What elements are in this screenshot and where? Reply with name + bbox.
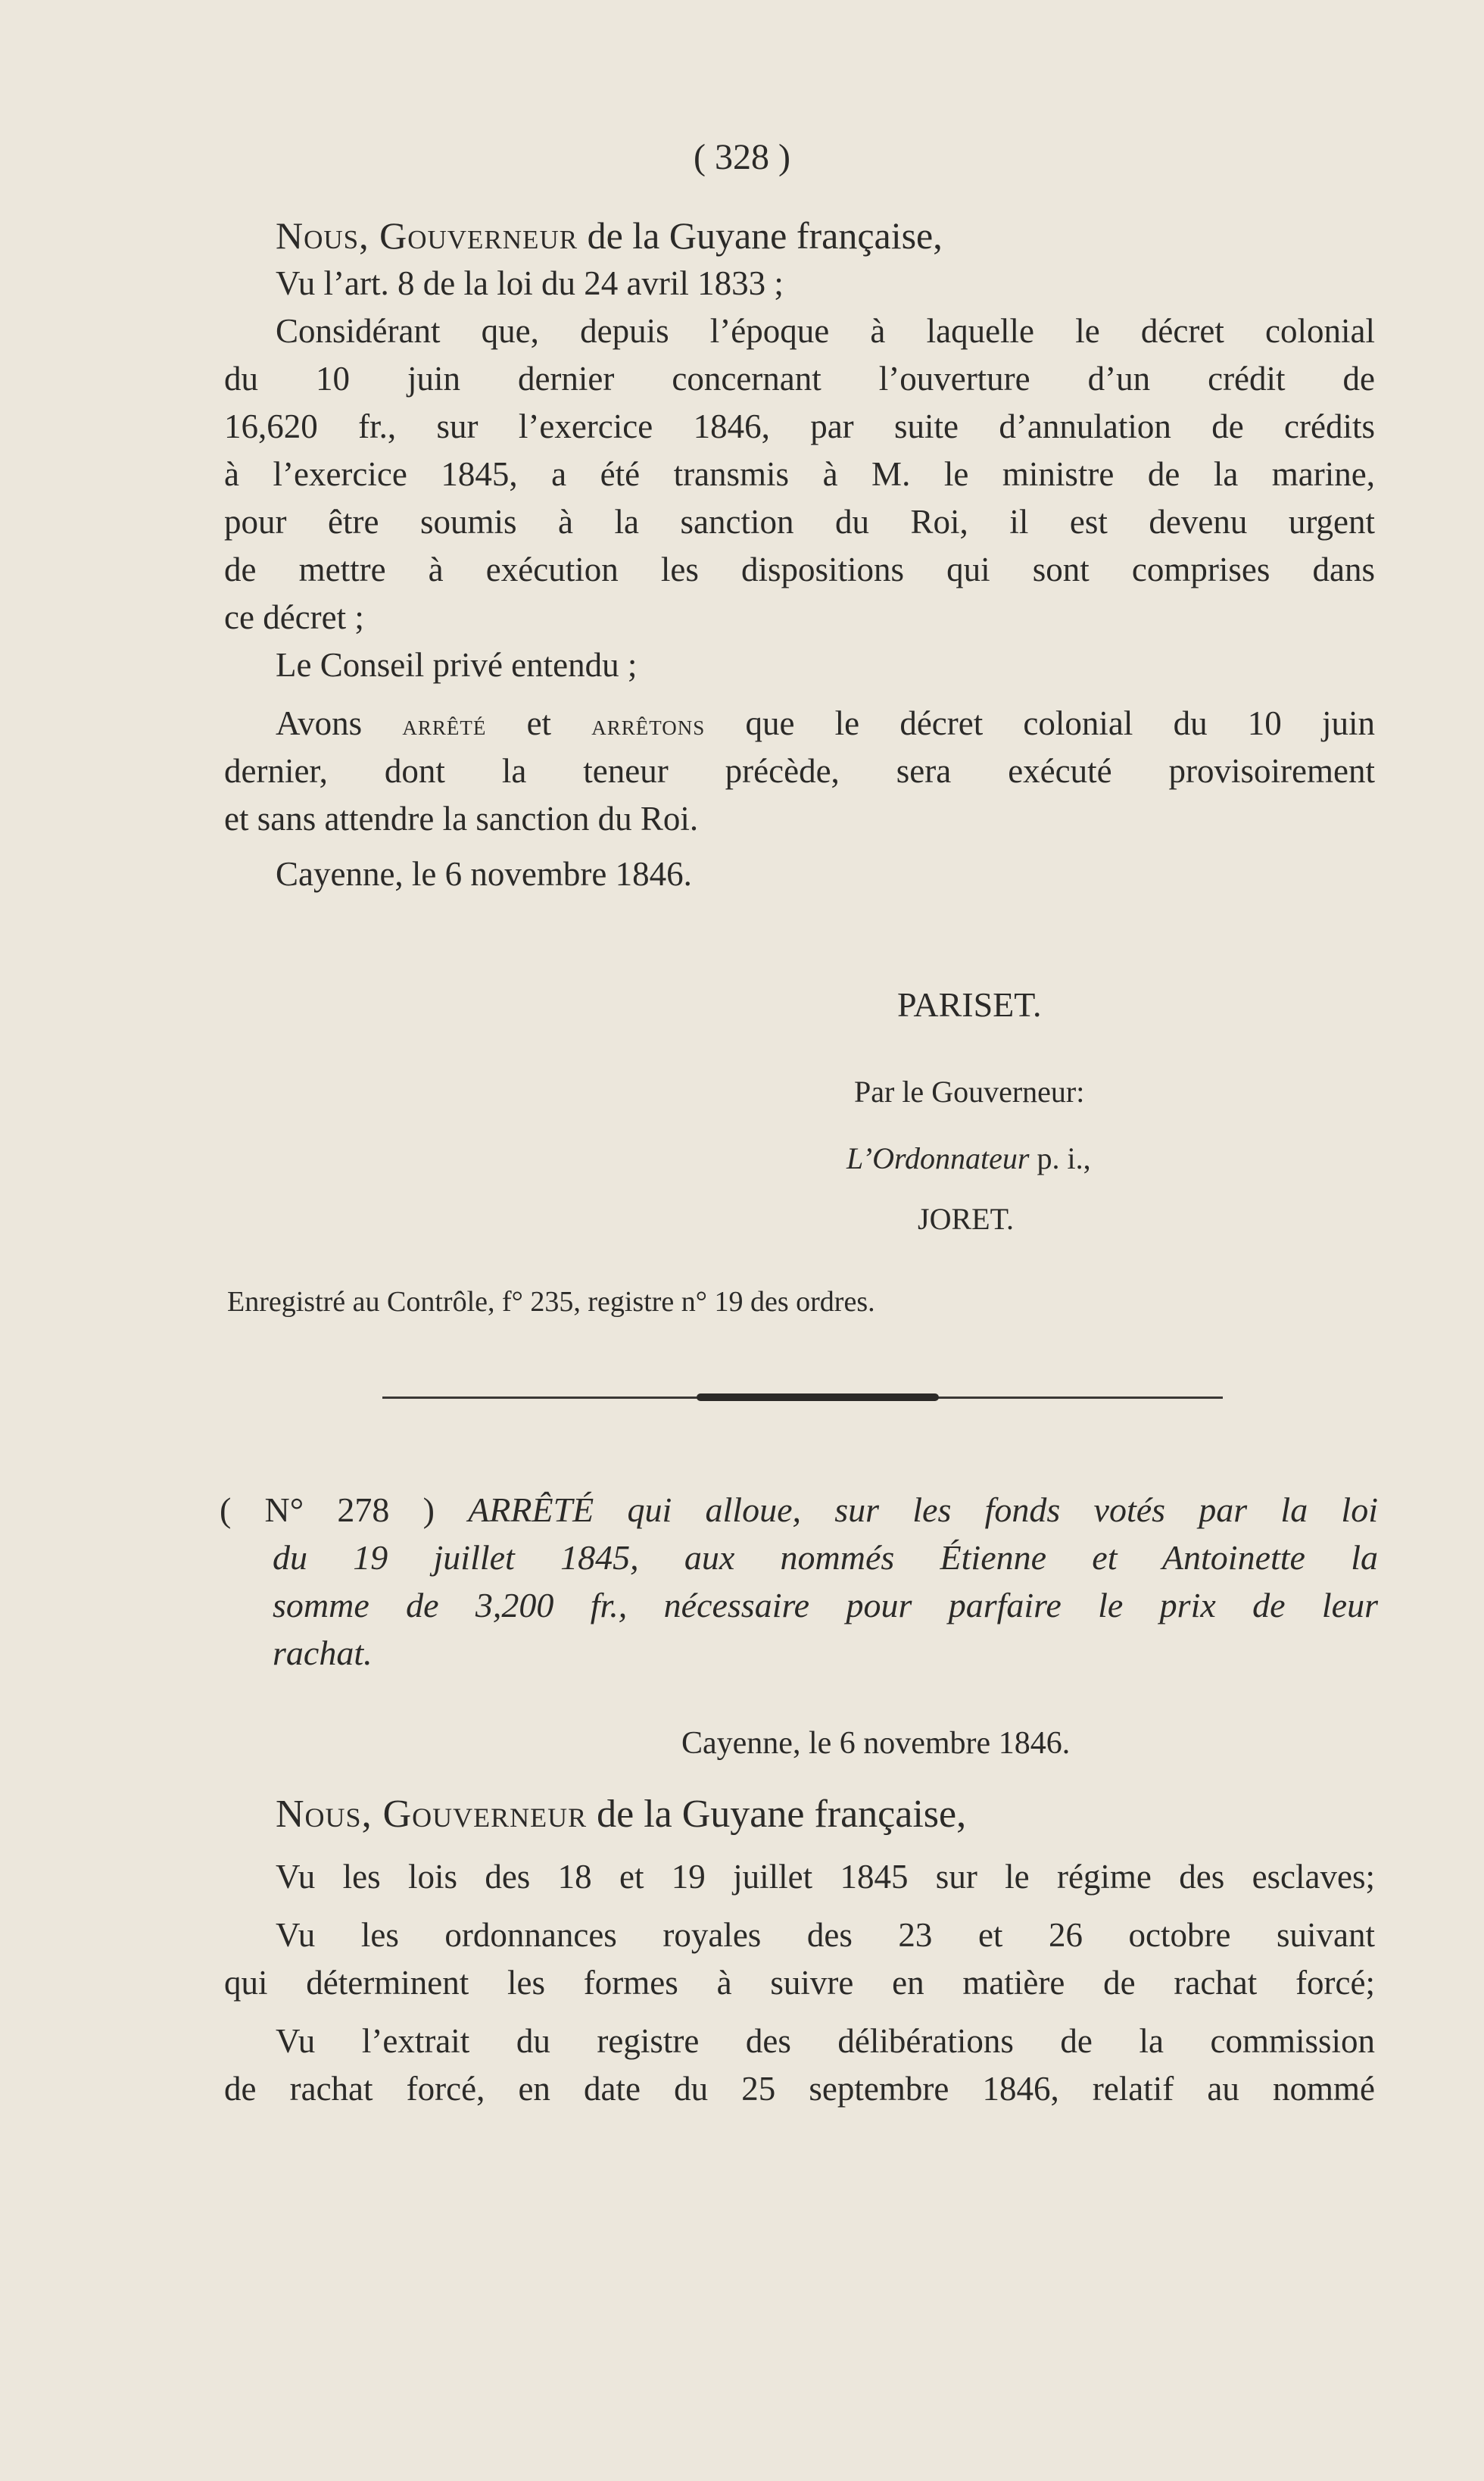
decree2-heading-line-1: du 19 juillet 1845, aux nommés Étienne et Antoinette la [273,1538,1378,1577]
decree1-line-4: à l’exercice 1845, a été transmis à M. le ministre de la marine, [224,455,1375,493]
par-le-gouverneur: Par le Gouverneur: [854,1075,1085,1109]
decree2-heading [220,1486,1378,1677]
decree1-line-6: de mettre à exécution les dispositions qui sont comprises dans [224,551,1375,588]
decree2-heading-line-2: somme de 3,200 fr., nécessaire pour parfaire le prix de leur [273,1586,1378,1624]
page-number: ( 328 ) [694,137,790,177]
decree1-body [224,212,1375,898]
decree2-line-1: Vu les ordonnances royales des 23 et 26 octobre suivant [276,1916,1375,1954]
decree2-line-0: Vu les lois des 18 et 19 juillet 1845 sur le régime des esclaves; [276,1858,1375,1896]
decree1-line-0: Vu l’art. 8 de la loi du 24 avril 1833 ; [276,264,784,302]
decree2-line-2: qui déterminent les formes à suivre en matière de rachat forcé; [224,1964,1375,2002]
decree1-line-3: 16,620 fr., sur l’exercice 1846, par suite d’annulation de crédits [224,407,1375,445]
decree1-line-5: pour être soumis à la sanction du Roi, il est devenu urgent [224,503,1375,541]
registration-note: Enregistré au Contrôle, f° 235, registre n° 19 des ordres. [227,1286,875,1318]
signature-pariset: PARISET. [897,985,1042,1024]
decree2-place-date: Cayenne, le 6 novembre 1846. [681,1726,1071,1761]
decree1-line-8: Le Conseil privé entendu ; [276,646,638,684]
decree2-heading-line-0: ( N° 278 ) ARRÊTÉ qui alloue, sur les fonds votés par la loi [220,1490,1378,1529]
decree1-line-7: ce décret ; [224,598,364,636]
decree2-heading-line-3: rachat. [273,1634,373,1672]
decree1-line-1: Considérant que, depuis l’époque à laquelle le décret colonial [276,312,1375,350]
decree1-avons-line: Avons arrêté et arrêtons que le décret colonial du 10 juin [276,704,1375,742]
ordonnateur-line: L’Ordonnateur p. i., [846,1141,1091,1175]
decree1-line-10: et sans attendre la sanction du Roi. [224,800,699,838]
decree1-line-2: du 10 juin dernier concernant l’ouverture d’un crédit de [224,360,1375,398]
decree1-opening: Nous, Gouverneur de la Guyane française, [276,214,943,257]
decree2-line-4: de rachat forcé, en date du 25 septembre 1846, relatif au nommé [224,2070,1375,2108]
decree2-body [224,1789,1375,2111]
decree2-line-3: Vu l’extrait du registre des délibérations de la commission [276,2022,1375,2060]
signature-joret: JORET. [918,1202,1015,1236]
section-divider-ornament [697,1393,939,1401]
decree1-line-9: dernier, dont la teneur précède, sera exécuté provisoirement [224,752,1375,790]
decree2-opening: Nous, Gouverneur de la Guyane française, [276,1793,967,1836]
decree1-place-date: Cayenne, le 6 novembre 1846. [276,855,692,893]
